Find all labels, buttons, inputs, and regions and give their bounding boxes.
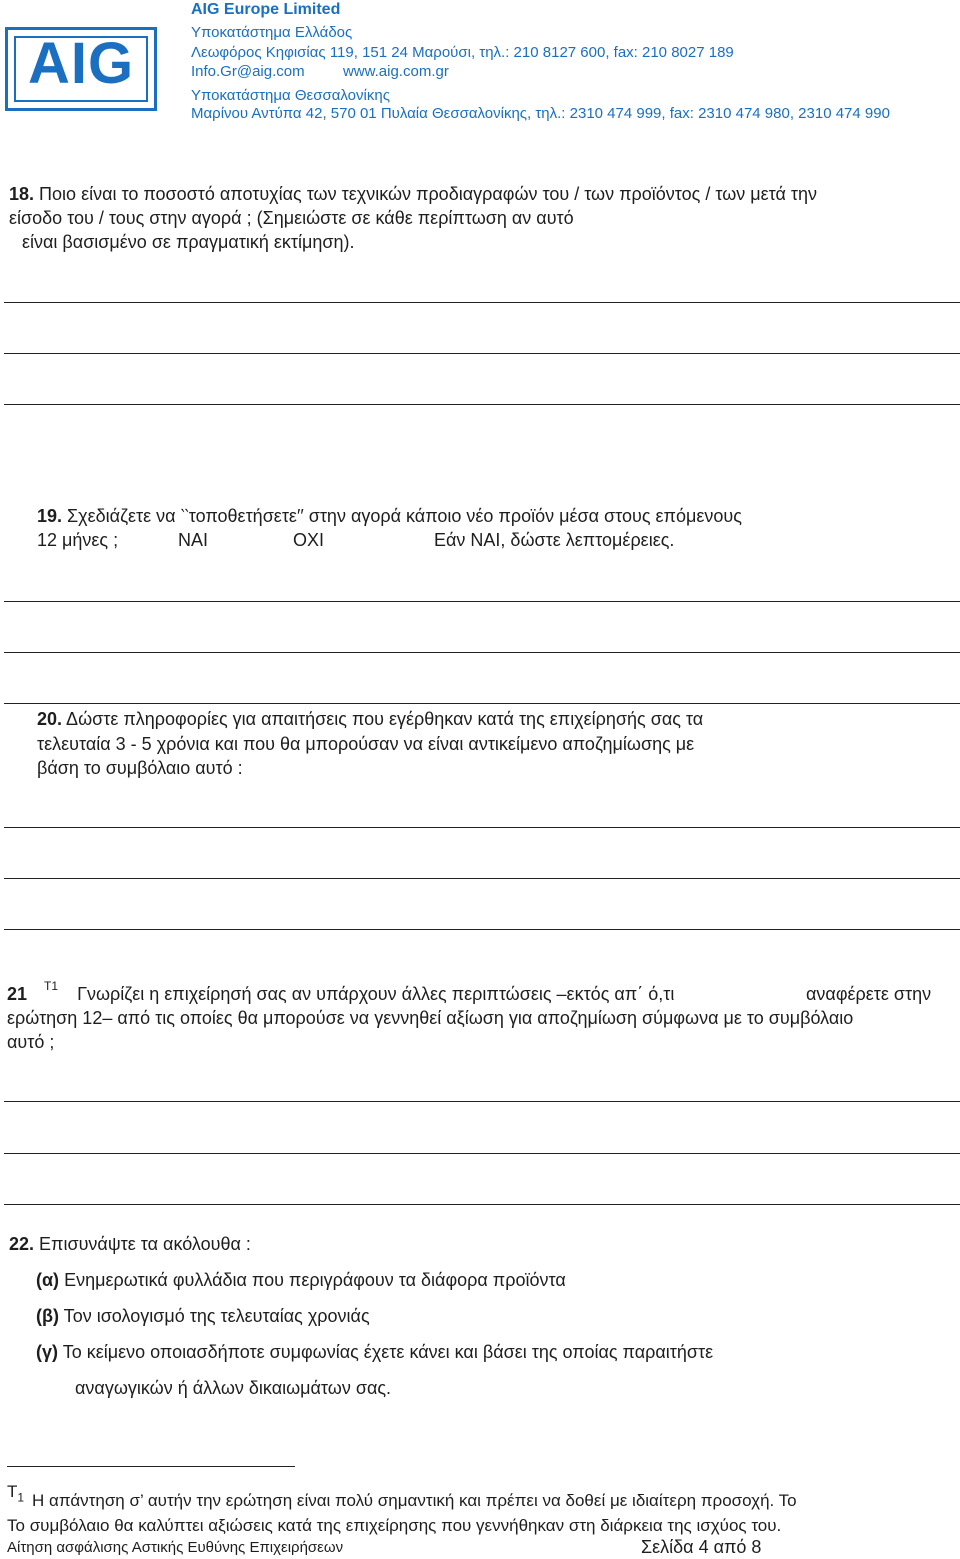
q19-number: 19. — [37, 506, 63, 526]
email-link[interactable]: Info.Gr@aig.com — [191, 63, 305, 80]
q18-line2: είσοδο του / τους στην αγορά ; (Σημειώστε σε κάθε περίπτωση αν αυτό — [9, 208, 574, 228]
aig-logo — [5, 27, 157, 111]
q22-item-a — [36, 1268, 566, 1292]
q22-intro: Επισυνάψτε τα ακόλουθα : — [39, 1234, 251, 1254]
q18-text-1: Ποιο είναι το ποσοστό αποτυχίας των τεχνικών προδιαγραφών του / των προϊόντος / των μετά την — [39, 184, 818, 204]
q19-yes-label: ΝΑΙ — [178, 530, 209, 550]
answer-line-q21-2[interactable] — [4, 1153, 960, 1154]
q21-text-1b: αναφέρετε στην — [806, 984, 932, 1004]
answer-line-q20-2[interactable] — [4, 878, 960, 879]
answer-line-q21-3[interactable] — [4, 1204, 960, 1205]
q18-line3: είναι βασισμένο σε πραγματική εκτίμηση). — [22, 232, 355, 252]
branch-greece: Υποκατάστημα Ελλάδος — [191, 24, 353, 41]
q21-line3: αυτό ; — [7, 1032, 55, 1052]
website-link[interactable]: www.aig.com.gr — [342, 63, 449, 80]
company-name: AIG Europe Limited — [191, 1, 341, 18]
answer-line-q21-1[interactable] — [4, 1101, 960, 1102]
answer-line-q19-2[interactable] — [4, 652, 960, 653]
q19-months: 12 μήνες ; — [37, 530, 119, 550]
footnote-marker-letter: T — [7, 1482, 18, 1501]
q21-line1 — [7, 979, 675, 1008]
q22-item-a-label: (α) — [36, 1270, 60, 1290]
footnote-line1: Η απάντηση σ’ αυτήν την ερώτηση είναι πολύ σημαντική και πρέπει να δοθεί με ιδιαίτερη προσοχή. Το — [32, 1491, 797, 1510]
q21-line2: ερώτηση 12– από τις οποίες θα μπορούσε να γεννηθεί αξίωση για αποζημίωση σύμφωνα με το συμβόλαιο — [7, 1008, 854, 1028]
q21-footnote-ref: T1 — [44, 979, 59, 993]
footnote-marker — [7, 1480, 24, 1509]
q19-no-label: ΟΧΙ — [293, 530, 325, 550]
q22-item-c-label: (γ) — [36, 1342, 58, 1362]
q20-line2: τελευταία 3 - 5 χρόνια και που θα μπορούσαν να είναι αντικείμενο αποζημίωσης με — [37, 734, 695, 754]
footnote-line2: Το συμβόλαιο θα καλύπτει αξιώσεις κατά της επιχείρησης που γεννήθηκαν στη διάρκεια της ισχύος του. — [7, 1516, 782, 1535]
q22-item-c — [36, 1340, 713, 1364]
answer-line-q20-1[interactable] — [4, 827, 960, 828]
q18-number: 18. — [9, 184, 35, 204]
address-greece: Λεωφόρος Κηφισίας 119, 151 24 Μαρούσι, τηλ.: 210 8127 600, fax: 210 8027 189 — [191, 44, 734, 61]
answer-line-q19-1[interactable] — [4, 601, 960, 602]
footnote-separator — [7, 1466, 295, 1467]
answer-line-q18-3[interactable] — [4, 404, 960, 405]
q22-item-a-text: Ενημερωτικά φυλλάδια που περιγράφουν τα διάφορα προϊόντα — [64, 1270, 566, 1290]
aig-logo-text: AIG — [27, 31, 135, 96]
q20-line3: βάση το συμβόλαιο αυτό : — [37, 758, 243, 778]
q19-line1 — [37, 504, 742, 528]
footer-page-number: Σελίδα 4 από 8 — [641, 1537, 762, 1557]
answer-line-q20-3[interactable] — [4, 929, 960, 930]
q21-text-1a: Γνωρίζει η επιχείρησή σας αν υπάρχουν άλλες περιπτώσεις –εκτός απ΄ ό,τι — [77, 984, 675, 1004]
q18-line1 — [9, 182, 817, 206]
q20-number: 20. — [37, 709, 63, 729]
q22-number: 22. — [9, 1234, 35, 1254]
q22-item-b — [36, 1304, 370, 1328]
q22-item-b-label: (β) — [36, 1306, 59, 1326]
q20-text-1: Δώστε πληροφορίες για απαιτήσεις που εγέρθηκαν κατά της επιχείρησής σας τα — [66, 709, 704, 729]
q21-number: 21 — [7, 984, 28, 1004]
q20-line1 — [37, 707, 703, 731]
footer-doc-title: Αίτηση ασφάλισης Αστικής Ευθύνης Επιχειρήσεων — [7, 1539, 344, 1556]
footnote-marker-sub: 1 — [17, 1490, 25, 1505]
q22-intro-line — [9, 1232, 251, 1256]
branch-thessaloniki: Υποκατάστημα Θεσσαλονίκης — [191, 87, 390, 104]
q22-item-c-text: Το κείμενο οποιασδήποτε συμφωνίας έχετε κάνει και βάσει της οποίας παραιτήστε — [62, 1342, 714, 1362]
q22-item-b-text: Τον ισολογισμό της τελευταίας χρονιάς — [63, 1306, 370, 1326]
q19-text-1: Σχεδιάζετε να ‵‵τοποθετήσετε′′ στην αγορά κάποιο νέο προϊόν μέσα στους επόμενους — [67, 506, 742, 526]
contact-email — [191, 62, 449, 82]
address-thessaloniki: Μαρίνου Αντύπα 42, 570 01 Πυλαία Θεσσαλονίκης, τηλ.: 2310 474 999, fax: 2310 474 980, 2310 474 990 — [191, 105, 890, 122]
q19-details: Εάν ΝΑΙ, δώστε λεπτομέρειες. — [434, 530, 675, 550]
answer-line-q19-3[interactable] — [4, 703, 960, 704]
answer-line-q18-1[interactable] — [4, 302, 960, 303]
q22-item-c-continuation: αναγωγικών ή άλλων δικαιωμάτων σας. — [75, 1378, 392, 1398]
answer-line-q18-2[interactable] — [4, 353, 960, 354]
